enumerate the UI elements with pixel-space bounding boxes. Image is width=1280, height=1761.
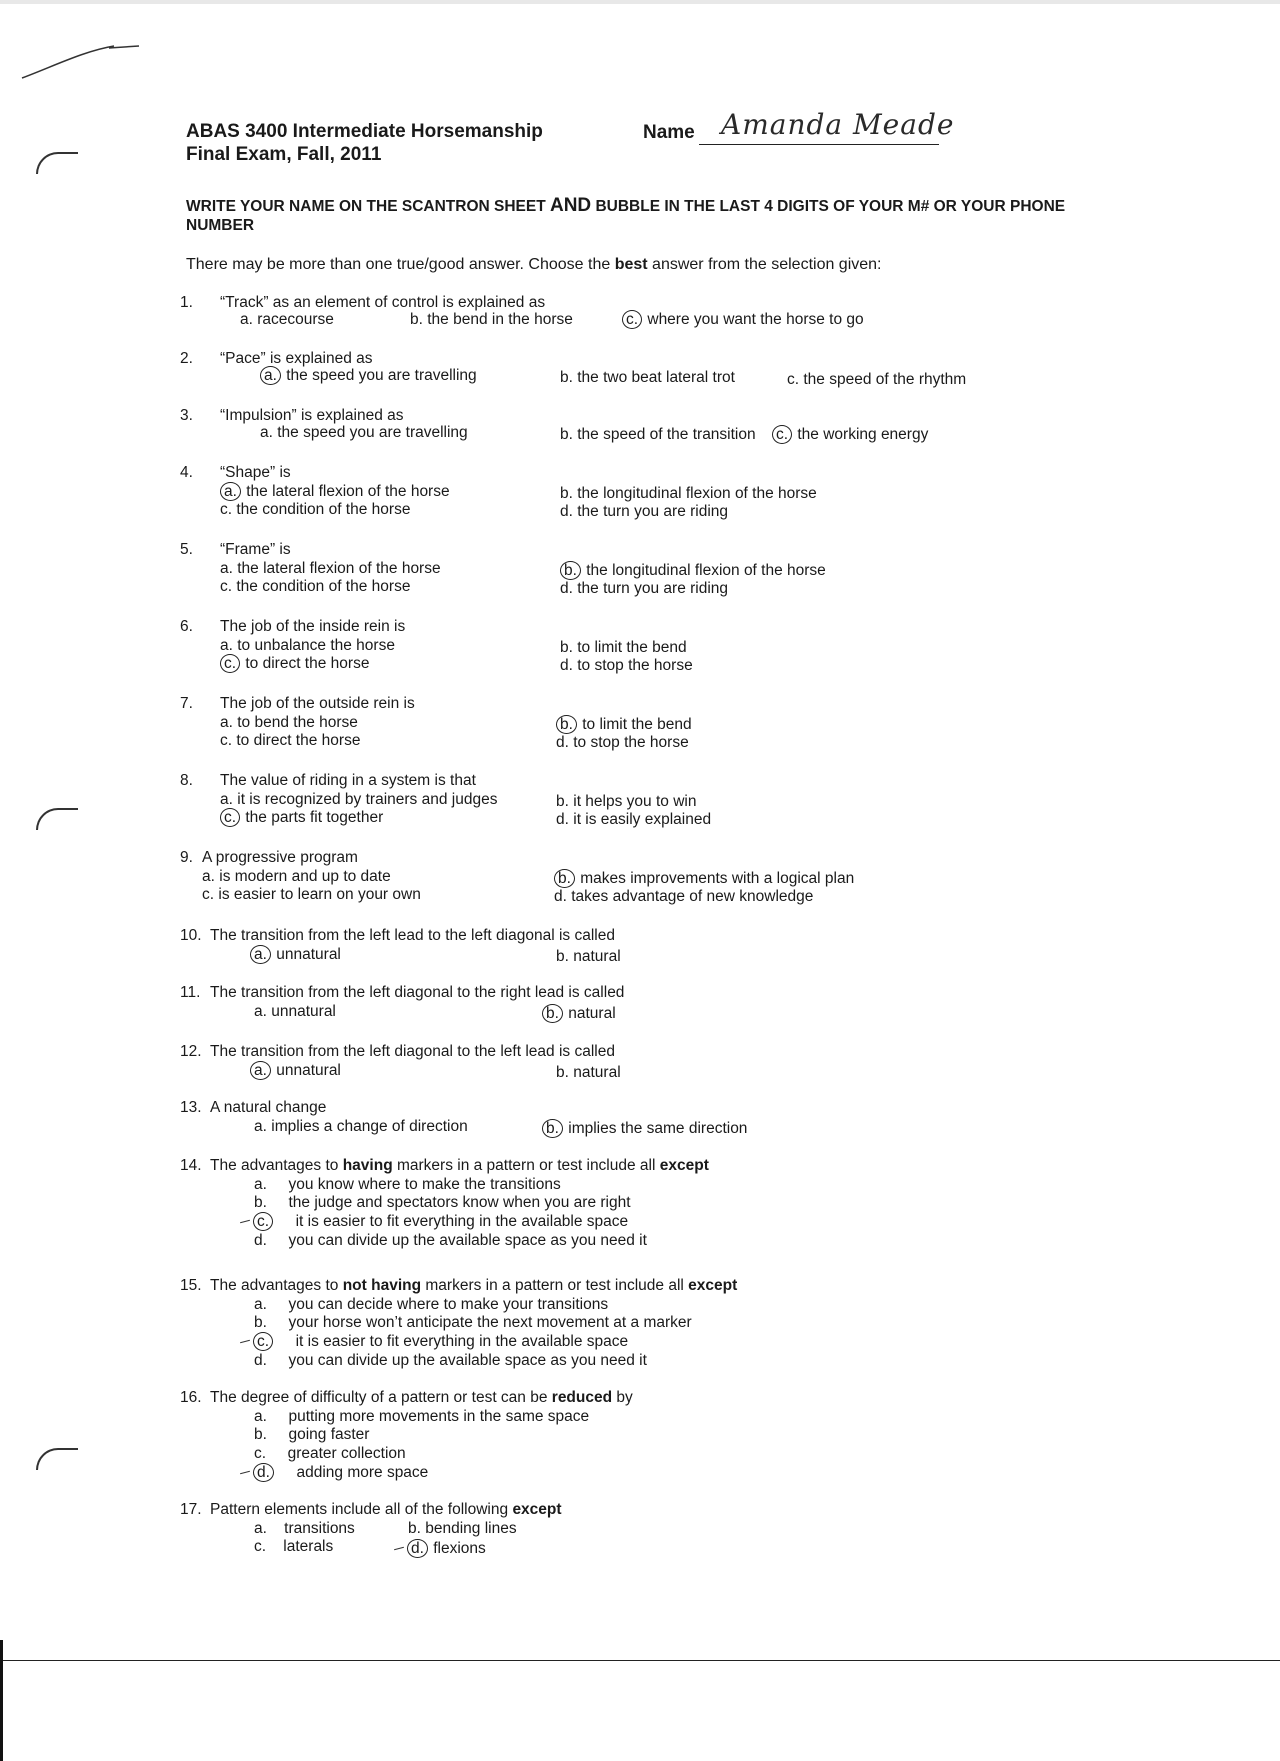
option-letter: c.	[253, 1332, 273, 1351]
option-letter: d.	[560, 580, 573, 597]
option-letter: b.	[560, 485, 573, 502]
option-letter: a.	[220, 714, 233, 731]
option-letter: a.	[240, 311, 253, 328]
answer-option-b[interactable]	[556, 947, 621, 966]
answer-option-c-selected[interactable]	[240, 1212, 628, 1231]
option-text: greater collection	[266, 1445, 406, 1462]
option-letter: b.	[560, 561, 581, 580]
answer-option-a[interactable]	[254, 1175, 561, 1194]
answer-option-a[interactable]	[220, 636, 395, 655]
option-text: to direct the horse	[232, 732, 361, 749]
option-text: unnatural	[271, 946, 341, 963]
question-number: 13.	[180, 1099, 202, 1116]
answer-option-d[interactable]	[560, 502, 728, 521]
question-number: 15.	[180, 1277, 202, 1294]
answer-option-b[interactable]	[408, 1519, 517, 1538]
option-letter: a.	[254, 1296, 267, 1313]
option-text: going faster	[266, 1426, 370, 1443]
option-text: to stop the horse	[568, 734, 689, 751]
answer-option-a[interactable]	[254, 1117, 468, 1136]
option-text: to unbalance the horse	[232, 637, 395, 654]
pen-tick-mark	[240, 1340, 250, 1344]
option-letter: b.	[560, 369, 573, 386]
answer-intro	[186, 256, 882, 274]
answer-option-d[interactable]	[556, 733, 689, 752]
option-text: the condition of the horse	[232, 501, 411, 518]
answer-option-a[interactable]	[220, 559, 441, 578]
option-text: to stop the horse	[572, 657, 693, 674]
option-text: the judge and spectators know when you are right	[266, 1194, 631, 1211]
option-text: you can decide where to make your transitions	[266, 1296, 609, 1313]
answer-option-d[interactable]	[560, 579, 728, 598]
answer-option-a-selected[interactable]	[260, 366, 477, 385]
option-text: adding more space	[274, 1464, 429, 1481]
option-text: the two beat lateral trot	[572, 369, 735, 386]
option-letter: c.	[772, 425, 792, 444]
course-title: ABAS 3400 Intermediate Horsemanship	[186, 121, 543, 142]
option-text: the lateral flexion of the horse	[241, 483, 450, 500]
question-number: 12.	[180, 1043, 202, 1060]
option-letter: b.	[556, 715, 577, 734]
option-letter: c.	[787, 371, 800, 388]
option-text: the speed of the transition	[572, 426, 756, 443]
answer-option-a[interactable]	[220, 790, 497, 809]
option-text: laterals	[266, 1538, 334, 1555]
option-text: it is easier to fit everything in the available space	[274, 1333, 629, 1350]
option-text: takes advantage of new knowledge	[566, 888, 814, 905]
option-letter: b.	[408, 1520, 421, 1537]
option-text: to direct the horse	[241, 655, 370, 672]
option-text: the longitudinal flexion of the horse	[581, 562, 826, 579]
option-letter: b.	[556, 793, 569, 810]
question-text: A natural change	[210, 1099, 327, 1116]
option-letter: a.	[220, 637, 233, 654]
question-text: Pattern elements include all of the following except	[210, 1501, 562, 1518]
option-letter: a.	[260, 366, 281, 385]
binder-hole-middle	[36, 808, 78, 830]
answer-option-a-selected[interactable]	[220, 482, 450, 501]
answer-option-b[interactable]	[254, 1193, 631, 1212]
answer-option-c-selected[interactable]	[772, 425, 928, 444]
answer-option-a[interactable]	[254, 1519, 355, 1538]
option-letter: c.	[220, 501, 233, 518]
answer-option-a[interactable]	[240, 310, 334, 329]
option-letter: d.	[560, 657, 573, 674]
name-underline	[699, 144, 939, 145]
answer-option-c[interactable]	[220, 731, 360, 750]
option-letter: c.	[220, 808, 240, 827]
question-text: The degree of difficulty of a pattern or test can be reduced by	[210, 1389, 633, 1406]
handwritten-name: Amanda Meade	[721, 108, 955, 141]
option-text: the speed of the rhythm	[799, 371, 967, 388]
question-number: 4.	[180, 464, 193, 481]
answer-option-c[interactable]	[202, 885, 421, 904]
option-text: unnatural	[271, 1062, 341, 1079]
option-text: is modern and up to date	[214, 868, 391, 885]
answer-option-c[interactable]	[254, 1444, 406, 1463]
question-text: “Pace” is explained as	[220, 350, 373, 367]
question-text: The advantages to not having markers in a pattern or test include all except	[210, 1277, 738, 1294]
option-letter: b.	[556, 1064, 569, 1081]
answer-option-a[interactable]	[254, 1407, 589, 1426]
option-text: where you want the horse to go	[643, 311, 864, 328]
name-label: Name	[643, 122, 695, 143]
answer-option-b[interactable]	[560, 638, 687, 657]
pen-tick-mark	[240, 1220, 250, 1224]
option-text: unnatural	[266, 1003, 336, 1020]
option-letter: c.	[220, 732, 233, 749]
option-letter: c.	[202, 886, 215, 903]
option-letter: a.	[220, 791, 233, 808]
answer-option-b[interactable]	[560, 425, 756, 444]
option-letter: b.	[560, 639, 573, 656]
question-text: A progressive program	[202, 849, 358, 866]
option-text: natural	[563, 1005, 616, 1022]
option-letter: c.	[220, 578, 233, 595]
binder-hole-bottom	[36, 1448, 78, 1470]
answer-option-b-selected[interactable]	[542, 1119, 747, 1138]
option-letter: a.	[254, 1118, 267, 1135]
answer-option-b-selected[interactable]	[554, 869, 854, 888]
option-letter: b.	[254, 1314, 267, 1331]
answer-option-b[interactable]	[254, 1313, 692, 1332]
option-letter: b.	[556, 948, 569, 965]
answer-option-d[interactable]	[254, 1231, 647, 1250]
option-letter: a.	[254, 1176, 267, 1193]
option-text: to bend the horse	[232, 714, 358, 731]
answer-option-c[interactable]	[220, 500, 410, 519]
option-letter: d.	[560, 503, 573, 520]
answer-option-c[interactable]	[220, 577, 410, 596]
option-text: it helps you to win	[568, 793, 697, 810]
option-letter: d.	[554, 888, 567, 905]
option-letter: c.	[253, 1212, 273, 1231]
question-number: 5.	[180, 541, 193, 558]
question-text: The job of the outside rein is	[220, 695, 415, 712]
option-letter: c.	[254, 1445, 267, 1462]
question-number: 10.	[180, 927, 202, 944]
option-text: the working energy	[793, 426, 929, 443]
answer-option-a[interactable]	[220, 713, 358, 732]
answer-option-d-selected[interactable]	[394, 1539, 486, 1558]
option-letter: c.	[622, 310, 642, 329]
answer-option-b[interactable]	[560, 484, 817, 503]
answer-option-b[interactable]	[556, 792, 696, 811]
answer-option-a-selected[interactable]	[250, 945, 341, 964]
question-number: 11.	[180, 984, 201, 1001]
answer-option-b-selected[interactable]	[556, 715, 692, 734]
question-text: “Track” as an element of control is explained as	[220, 294, 546, 311]
instructions-text-1: WRITE YOUR NAME ON THE SCANTRON SHEET	[186, 198, 550, 215]
option-letter: a.	[254, 1003, 267, 1020]
question-text: The job of the inside rein is	[220, 618, 406, 635]
option-text: it is easier to fit everything in the available space	[274, 1213, 629, 1230]
question-text: The transition from the left diagonal to the right lead is called	[210, 984, 625, 1001]
option-text: makes improvements with a logical plan	[575, 870, 855, 887]
answer-option-a[interactable]	[254, 1002, 336, 1021]
answer-option-c-selected[interactable]	[220, 808, 383, 827]
question-number: 9.	[180, 849, 193, 866]
option-letter: a.	[250, 945, 271, 964]
binder-hole-top	[36, 152, 78, 174]
question-text: “Shape” is	[220, 464, 291, 481]
option-text: your horse won’t anticipate the next movement at a marker	[266, 1314, 692, 1331]
option-text: you can divide up the available space as you need it	[266, 1352, 647, 1369]
question-number: 3.	[180, 407, 193, 424]
option-text: implies the same direction	[563, 1120, 748, 1137]
exam-title: Final Exam, Fall, 2011	[186, 144, 382, 165]
option-text: bending lines	[420, 1520, 517, 1537]
question-number: 7.	[180, 695, 193, 712]
option-letter: c.	[220, 654, 240, 673]
answer-option-b-selected[interactable]	[560, 561, 826, 580]
answer-option-d[interactable]	[554, 887, 813, 906]
option-letter: d.	[254, 1352, 267, 1369]
pen-tick-mark	[394, 1547, 404, 1551]
option-text: natural	[568, 1064, 621, 1081]
option-letter: a.	[220, 560, 233, 577]
option-text: the speed you are travelling	[272, 424, 468, 441]
answer-option-d[interactable]	[560, 656, 693, 675]
option-letter: d.	[254, 1232, 267, 1249]
option-letter: a.	[260, 424, 273, 441]
option-letter: c.	[254, 1538, 267, 1555]
option-text: you know where to make the transitions	[266, 1176, 561, 1193]
question-number: 14.	[180, 1157, 202, 1174]
option-text: to limit the bend	[577, 716, 692, 733]
question-number: 1.	[180, 294, 193, 311]
answer-option-b[interactable]	[410, 310, 573, 329]
option-text: it is recognized by trainers and judges	[232, 791, 498, 808]
option-letter: a.	[254, 1408, 267, 1425]
student-name-field	[643, 108, 973, 146]
option-letter: d.	[556, 734, 569, 751]
answer-option-c[interactable]	[254, 1537, 333, 1556]
option-letter: a.	[250, 1061, 271, 1080]
answer-option-c[interactable]	[787, 370, 966, 389]
question-text: The advantages to having markers in a pattern or test include all except	[210, 1157, 709, 1174]
answer-option-b[interactable]	[560, 368, 735, 387]
option-letter: a.	[254, 1520, 267, 1537]
pen-tick-mark	[240, 1471, 250, 1475]
option-letter: b.	[554, 869, 575, 888]
option-letter: b.	[254, 1426, 267, 1443]
answer-option-a-selected[interactable]	[250, 1061, 341, 1080]
option-text: the bend in the horse	[422, 311, 573, 328]
option-text: putting more movements in the same space	[266, 1408, 590, 1425]
option-text: implies a change of direction	[266, 1118, 468, 1135]
intro-text-1: There may be more than one true/good answer. Choose the	[186, 256, 615, 273]
option-text: is easier to learn on your own	[214, 886, 421, 903]
option-text: it is easily explained	[568, 811, 712, 828]
option-letter: b.	[542, 1004, 563, 1023]
instructions-and: AND	[549, 195, 592, 216]
answer-option-a[interactable]	[260, 423, 468, 442]
question-text: The transition from the left lead to the left diagonal is called	[210, 927, 615, 944]
option-letter: b.	[542, 1119, 563, 1138]
scan-edge-left	[0, 1640, 3, 1761]
question-text: The value of riding in a system is that	[220, 772, 476, 789]
question-number: 2.	[180, 350, 193, 367]
answer-option-d-selected[interactable]	[240, 1463, 428, 1482]
option-letter: d.	[253, 1463, 274, 1482]
pen-stroke-mark	[14, 36, 144, 86]
option-letter: b.	[410, 311, 423, 328]
option-text: racecourse	[252, 311, 334, 328]
option-text: the lateral flexion of the horse	[232, 560, 441, 577]
answer-option-c-selected[interactable]	[220, 654, 369, 673]
option-text: the turn you are riding	[572, 580, 729, 597]
option-text: natural	[568, 948, 621, 965]
option-text: the longitudinal flexion of the horse	[572, 485, 817, 502]
answer-option-b[interactable]	[556, 1063, 621, 1082]
page-bottom-rule	[0, 1660, 1280, 1661]
answer-option-a[interactable]	[254, 1295, 608, 1314]
question-number: 8.	[180, 772, 193, 789]
question-text: “Frame” is	[220, 541, 291, 558]
question-text: The transition from the left diagonal to the left lead is called	[210, 1043, 615, 1060]
intro-best: best	[614, 256, 648, 273]
exam-header	[186, 120, 543, 166]
question-number: 16.	[180, 1389, 202, 1406]
option-letter: b.	[560, 426, 573, 443]
answer-option-d[interactable]	[254, 1351, 647, 1370]
scan-edge-top	[0, 0, 1280, 4]
option-text: the parts fit together	[241, 809, 384, 826]
option-text: flexions	[428, 1540, 486, 1557]
answer-option-a[interactable]	[202, 867, 391, 886]
question-number: 17.	[180, 1501, 202, 1518]
option-text: the speed you are travelling	[281, 367, 477, 384]
question-number: 6.	[180, 618, 193, 635]
option-letter: b.	[254, 1194, 267, 1211]
option-text: the condition of the horse	[232, 578, 411, 595]
option-text: you can divide up the available space as you need it	[266, 1232, 647, 1249]
intro-text-2: answer from the selection given:	[647, 256, 882, 273]
option-letter: d.	[556, 811, 569, 828]
option-letter: a.	[202, 868, 215, 885]
option-text: the turn you are riding	[572, 503, 729, 520]
option-letter: a.	[220, 482, 241, 501]
option-text: to limit the bend	[572, 639, 687, 656]
option-letter: d.	[407, 1539, 428, 1558]
answer-option-b[interactable]	[254, 1425, 369, 1444]
answer-option-b-selected[interactable]	[542, 1004, 616, 1023]
option-text: transitions	[266, 1520, 355, 1537]
question-text: “Impulsion” is explained as	[220, 407, 404, 424]
answer-option-d[interactable]	[556, 810, 711, 829]
answer-option-c-selected[interactable]	[240, 1332, 628, 1351]
scantron-instructions	[186, 196, 1106, 235]
instructions-text-2: BUBBLE IN THE LAST 4 DIGITS OF YOUR M# OR YOUR PHONE NUMBER	[186, 198, 1066, 234]
answer-option-c-selected[interactable]	[622, 310, 864, 329]
